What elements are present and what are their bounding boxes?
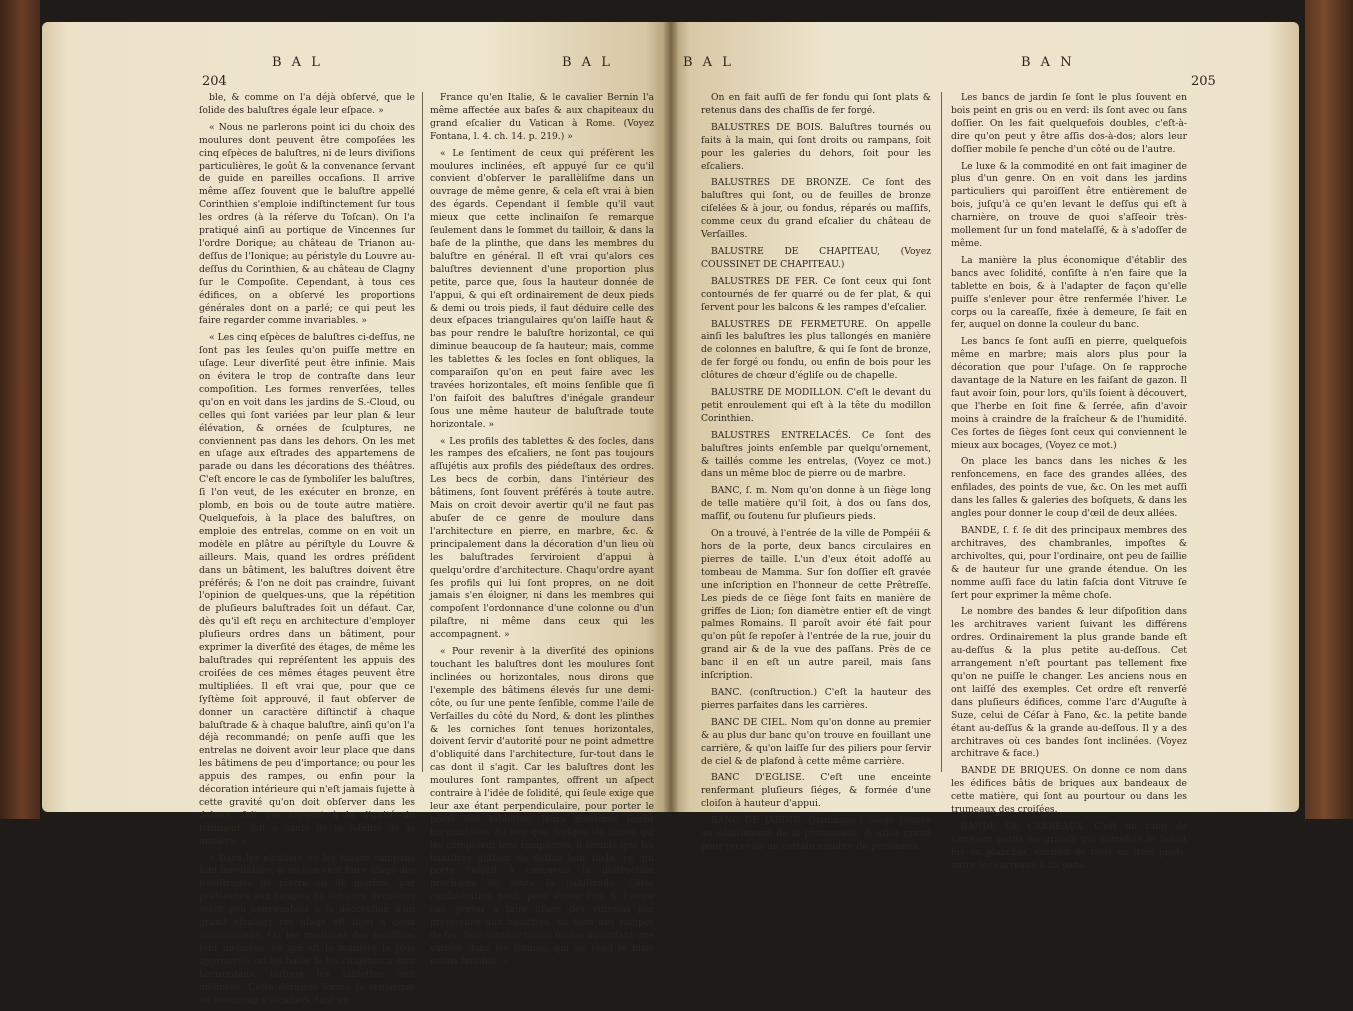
running-head-left: B A L bbox=[272, 55, 323, 70]
paragraph: « Les profils des tablettes & des ſocles, dans les rampes des eſcaliers, ne ſont pas toujours aſſujétis aux profils des piédeſtaux des ordres. Les becs de corbin, dans l'intérieur des bâtimens, ſont ſouvent préférés à toute autre. Mais on croit devoir avertir qu'il ne faut pas abuſer de ce genre de moulure dans l'architecture en pierre, en marbre, &c. & principalement dans la décoration d'un lieu où les baluſtrades ſerviroient d'appui à quelqu'ordre d'architecture. Chaqu'ordre ayant ſes profils qui lui ſont propres, on ne doit jamais s'en éloigner, ni dans les membres qui compoſent l'ordonnance d'une colonne ou d'un pilaſtre, ni même dans ceux qui les accompagnent. » bbox=[430, 435, 654, 641]
paragraph: BANDE DE CARREAUX. C'eſt un rang de carreaux petits ou grands qui autrefois ſe faiſoit ſur un plancher, environ de trois en trois pieds, entre les carreaux à ſix pans. bbox=[951, 820, 1187, 871]
paragraph: BALUSTRES DE BOIS. Baluſtres tournés ou faits à la main, qui ſont droits ou rampans, ſoit pour les galeries du dehors, ſoit pour les eſcaliers. bbox=[701, 121, 931, 172]
running-head-right-2: B A N bbox=[1021, 55, 1075, 70]
paragraph: On en fait auſſi de fer fondu qui ſont plats & retenus dans des chaſſis de fer forgé. bbox=[701, 92, 931, 116]
paragraph: Le nombre des bandes & leur diſpoſition dans les architraves varient ſuivant les différens ordres. Ordinairement la plus grande bande eſt au-deſſus & la plus petite au-deſſous. Cet arrangement n'eſt pourtant pas tellement fixe qu'on ne puiſſe le changer. Les anciens nous en ont laiſſé des exemples. Cet ordre eſt renverſé dans pluſieurs édifices, comme l'arc d'Auguſte à Suze, celui de Céſar à Fano, &c. la petite bande étant au-deſſus & la grande au-deſſous. Il y a des architraves où ces bandes ſont inclinées. (Voyez architrave & face.) bbox=[951, 606, 1187, 760]
paragraph: Les bancs de jardin ſe ſont le plus ſouvent en bois peint en gris ou en verd: ils ſont avec ou ſans doſſier. On les fait quelquefois doubles, c'eſt-à-dire qu'on peut y être aſſis dos-à-dos; alors leur doſſier mobile ſe penche d'un côté ou de l'autre. bbox=[951, 92, 1187, 155]
paragraph: BANC DE CIEL. Nom qu'on donne au premier & au plus dur banc qu'on trouve en fouillant une carrière, & qu'on laiſſe ſur des piliers pour ſervir de ciel & de plafond à cette même carrière. bbox=[701, 716, 931, 767]
paragraph: BANDE DE BRIQUES. On donne ce nom dans les édifices bâtis de briques aux bandeaux de cette matière, qui ſont au pourtour ou dans les trumeaux des croiſées. bbox=[951, 765, 1187, 816]
left-column-1 bbox=[199, 92, 415, 1011]
paragraph: BALUSTRES DE BRONZE. Ce ſont des baluſtres qui ſont, ou de feuilles de bronze ciſelées & à jour, ou fondus, réparés ou maſſifs, comme ceux du grand eſcalier du château de Verſailles. bbox=[701, 177, 931, 241]
paragraph: BALUSTRES DE FER. Ce ſont ceux qui ſont contournés de fer quarré ou de fer plat, & qui ſervent pour les balcons & les rampes d'eſcalier. bbox=[701, 275, 931, 313]
paragraph: BALUSTRE DE MODILLON. C'eſt le devant du petit enroulement qui eſt à la tête du modillon Corinthien. bbox=[701, 387, 931, 424]
right-book-edge bbox=[1305, 0, 1353, 819]
right-column-1 bbox=[701, 92, 931, 858]
right-page bbox=[671, 22, 1299, 871]
paragraph: BANC DE JARDIN. (jardinage.) Siège propre au délaſſement de la promenade, & aſſez grand pour recevoir un certain nombre de perſonnes. bbox=[701, 815, 931, 852]
paragraph: BALUSTRE DE CHAPITEAU, (Voyez COUSSINET DE CHAPITEAU.) bbox=[701, 245, 931, 270]
left-column-2 bbox=[430, 92, 654, 973]
paragraph: « Les cinq eſpèces de baluſtres ci-deſſus, ne ſont pas les ſeules qu'on puiſſe mettre en uſage. Leur diverſité peut être infinie. Mais on évitera le trop de contraſte dans leur compoſition. Les formes renverſées, telles qu'on en voit dans les jardins de S.-Cloud, ou celles qui ſont variées par leur plan & leur élévation, & ornées de ſculptures, ne conviennent pas dans les dehors. On les met en uſage aux eſtrades des appartemens de parade ou dans les décorations des théâtres. C'eſt encore le cas de ſymboliſer les baluſtres, ſi l'on veut, de les exécuter en bronze, en plomb, en bois ou de toute autre matière. Quelquefois, à la place des baluſtres, on emploie des entrelas, comme on en voit un modèle en plâtre au périſtyle du Louvre & ailleurs. Mais, quand les ordres préſident dans un bâtiment, les baluſtres doivent être préférés; & l'on ne doit pas craindre, ſuivant l'opinion de quelques-uns, que la répétition de pluſieurs baluſtrades ſoit un défaut. Car, dès qu'il eſt reçu en architecture d'employer pluſieurs ordres dans un bâtiment, pour exprimer la diverſité des étages, de même les baluſtrades qui repréſentent les appuis des croiſées de ces mêmes étages peuvent être multipliées. Il eſt vrai que, pour que ce ſyſtème ſoit approuvé, il faut obſerver de donner un caractère diſtinctif à chaque baluſtrade & à chaque baluſtre, ainſi qu'on l'a déjà recommandé; on penſe auſſi que les entrelas ne doivent avoir leur place que dans les bâtimens de peu d'importance; ou pour les appuis des rampes, ou enfin pour la décoration intérieure qui n'eſt jamais ſujette à cette gravité qu'on doit obſerver dans les dehors, ſoit par rapport à la dignité du bâtiment, ſoit à cauſe de la ſolidité de la matière. » bbox=[199, 332, 415, 847]
paragraph: Le luxe & la commodité en ont fait imaginer de plus d'un genre. On en voit dans les jardins particuliers qui paroiſſent être entièrement de bois, juſqu'à ce qu'en levant le deſſus qui eſt à charnière, on trouve de quoi s'aſſeoir très-mollement ſur un fond matelaſſé, & à s'adoſſer de même. bbox=[951, 160, 1187, 249]
paragraph: BANC, ſ. m. Nom qu'on donne à un ſiège long de telle matière qu'il ſoit, à dos ou ſans dos, maſſif, ou ſoutenu ſur pluſieurs pieds. bbox=[701, 485, 931, 523]
left-book-edge bbox=[0, 0, 40, 819]
paragraph: BANDE, ſ. f. ſe dit des principaux membres des architraves, des chambranles, impoſtes & archivoltes, qui, pour l'ordinaire, ont peu de ſaillie & de hauteur ſur une grande étendue. On les nomme auſſi face du latin faſcia dont Vitruve ſe ſert pour exprimer la même choſe. bbox=[951, 525, 1187, 601]
left-page bbox=[42, 22, 671, 1006]
column-rule-right bbox=[941, 92, 942, 772]
paragraph: « Pour revenir à la diverſité des opinions touchant les baluſtres dont les moulures ſont inclinées ou horizontales, nous dirons que l'exemple des bâtimens élevés ſur une demi-côte, ou ſur une pente ſenſible, comme l'aile de Verſailles du côté du Nord, & dont les plinthes & les corniches ſont tenues horizontales, doivent ſervir d'autorité pour ne point admettre d'obliquité dans l'architecture, ſur-tout dans le cas dont il s'agit. Car les baluſtres dont les moulures ſont rampantes, offrent un aſpect contraire à l'idée de ſolidité, qui ſeule exige que leur axe étant perpendiculaire, pour porter le poids des tablettes, leurs moulures ſoient horizontales. Au lieu que, lorſque les lignes qui les compoſent ſont rampantes, il ſemble que les baluſtres gliſſent de deſſus leur ſocle; ce qui porte l'eſprit à concevoir la deſtruction prochaine de toute la baluſtrade. Cette conſidération peut, pour éviter l'un & l'autre cas, porter à faire uſage des entrelas par préférence aux baluſtres, ou bien des rampes de fer; leur contour moins ſévère autoriſant une variété dans les formes, qui ne rend le biais moins ſenſible. » bbox=[430, 646, 654, 967]
paragraph: BANC D'EGLISE. C'eſt une enceinte renfermant pluſieurs ſiéges, & formée d'une cloiſon à hauteur d'appui. bbox=[701, 772, 931, 810]
paragraph: Les bancs ſe ſont auſſi en pierre, quelquefois même en marbre; mais alors plus pour la décoration que pour l'uſage. On ſe rapproche davantage de la Nature en les faiſant de gazon. Il faut avoir ſoin, pour lors, qu'ils ſoient à découvert, que l'herbe en ſoit fine & ſerrée, afin d'avoir moins à craindre de la fraîcheur & de l'humidité. Ces ſortes de ſièges ſont ceux qui conviennent le mieux aux bocages, (Voyez ce mot.) bbox=[951, 336, 1187, 451]
paragraph: « Nous ne parlerons point ici du choix des moulures dont peuvent être compoſées les cinq eſpèces de baluſtres, ni de leurs diviſions particulières, le goût & la convenance ſervant de guide en pareilles occaſions. Il arrive même aſſez ſouvent que le baluſtre appellé Corinthien s'emploie indiſtinctement ſur tous les ordres (à la réſerve du Toſcan). On l'a pratiqué ainſi au portique de Vincennes ſur l'ordre Dorique; au château de Trianon au-deſſus de l'Ionique; au péristyle du Louvre au-deſſus du Corinthien, & au château de Clagny ſur le Compoſite. Cependant, à tous ces édifices, on a obſervé les proportions générales dont on a parlé; ce qui peut les faire regarder comme invariables. » bbox=[199, 121, 415, 327]
paragraph: « Le ſentiment de ceux qui préfèrent les moulures inclinées, eſt appuyé ſur ce qu'il convient d'obſerver le parallèliſme dans un ouvrage de même genre, & cela eſt vrai à bien des égards. Cependant il ſemble qu'il vaut mieux que cette inclinaiſon ſe remarque ſeulement dans le ſommet du tailloir, & dans la baſe de la plinthe, que dans les membres du baluſtre en général. Il eſt vrai qu'alors ces baluſtres deviennent d'une proportion plus petite, parce que, ſous la hauteur donnée de l'appui, & qui eſt ordinairement de deux pieds & demi ou trois pieds, il faut déduire celle des deux eſpaces triangulaires qu'on laiſſe haut & bas pour rendre le baluſtre horizontal, ce qui diminue beaucoup de ſa hauteur; mais, comme les tablettes & les ſocles en ſont obliques, la comparaiſon qu'on en peut faire avec les travées horizontales, eſt moins ſenſible que ſi l'on faiſoit des baluſtres d'inégale grandeur ſous une même hauteur de baluſtrade toute horizontale. » bbox=[430, 147, 654, 430]
paragraph: On place les bancs dans les niches & les renfoncemens, en face des grandes allées, des enfilades, des points de vue, &c. On les met auſſi dans les ſalles & galeries des boſquets, & dans les angles pour donner le coup d'œil de deux allées. bbox=[951, 456, 1187, 520]
page-number-left: 204 bbox=[202, 74, 227, 89]
paragraph: On a trouvé, à l'entrée de la ville de Pompéii & hors de la porte, deux bancs circulaires en pierres de taille. L'un d'eux étoit adoſſé au tombeau de Mamma. Sur ſon doſſier eſt gravée une inſcription en l'honneur de cette Prêtreſſe. Les pieds de ce ſiège ſont faits en manière de griffes de Lion; ſon diamètre entier eſt de vingt palmes Romains. Il paroît avoir été fait pour qu'on pût ſe repoſer à l'entrée de la rue, jouir du grand air & de la vue des paſſans. Près de ce banc il en eſt un autre pareil, mais ſans inſcription. bbox=[701, 528, 931, 682]
paragraph: BALUSTRES ENTRELACÉS. Ce ſont des baluſtres joints enſemble par quelqu'ornement, & taillés comme les entrelas, (Voyez ce mot.) dans un même bloc de pierre ou de marbre. bbox=[701, 429, 931, 480]
column-rule-left bbox=[422, 92, 423, 772]
paragraph: ble, & comme on l'a déjà obſervé, que le ſolide des baluſtres égale leur eſpace. » bbox=[199, 92, 415, 116]
running-head-right-1: B A L bbox=[683, 55, 734, 70]
paragraph: BALUSTRES DE FERMETURE. On appelle ainſi les baluſtres les plus tallongés en manière de colonnes en baluſtre, & qui ſe ſont de bronze, de fer forgé ou fondu, ou enfin de bois pour les clôtures de chœur d'égliſe ou de chapelle. bbox=[701, 318, 931, 382]
right-column-2 bbox=[951, 92, 1187, 877]
paragraph: « Dans les eſcaliers où les limons rampans ſont inévitables, & où l'on veut faire uſage des baluſtrades de pierre ou de marbre, par préférence aux rampes de fer, (ces dernières étant peu convenables à la décoration d'un grand eſcalier) cet uſage eſt ſujet à deux inconvéniens. Ou les moulures des baluſtres ſont inclinées, ce qui eſt la manière la plus approuvée; ou les baſes & les chapiteaux ſont horizontaux, lorſque les tablettes ſont inclinées. Cette dernière forme ſe remarque en beaucoup d'eſcaliers, tant en bbox=[199, 852, 415, 1006]
page-number-right: 205 bbox=[1191, 74, 1216, 89]
running-head-left-2: B A L bbox=[562, 55, 613, 70]
paragraph: BANC. (conſtruction.) C'eſt la hauteur des pierres parfaites dans les carrières. bbox=[701, 686, 931, 711]
book-gutter bbox=[664, 22, 678, 812]
paragraph: La manière la plus économique d'établir des bancs avec ſolidité, conſiſte à n'en faire que la tablette en bois, & à l'adapter de façon qu'elle puiſſe s'enlever pour être renfermée l'hiver. Le corps ou la careaſſe, fixée à demeure, ſe fait en fer, auquel on donne la couleur du banc. bbox=[951, 254, 1187, 331]
paragraph: France qu'en Italie, & le cavalier Bernin l'a même affectée aux baſes & aux chapiteaux du grand eſcalier du Vatican à Rome. (Voyez Fontana, l. 4. ch. 14. p. 219.) » bbox=[430, 92, 654, 142]
